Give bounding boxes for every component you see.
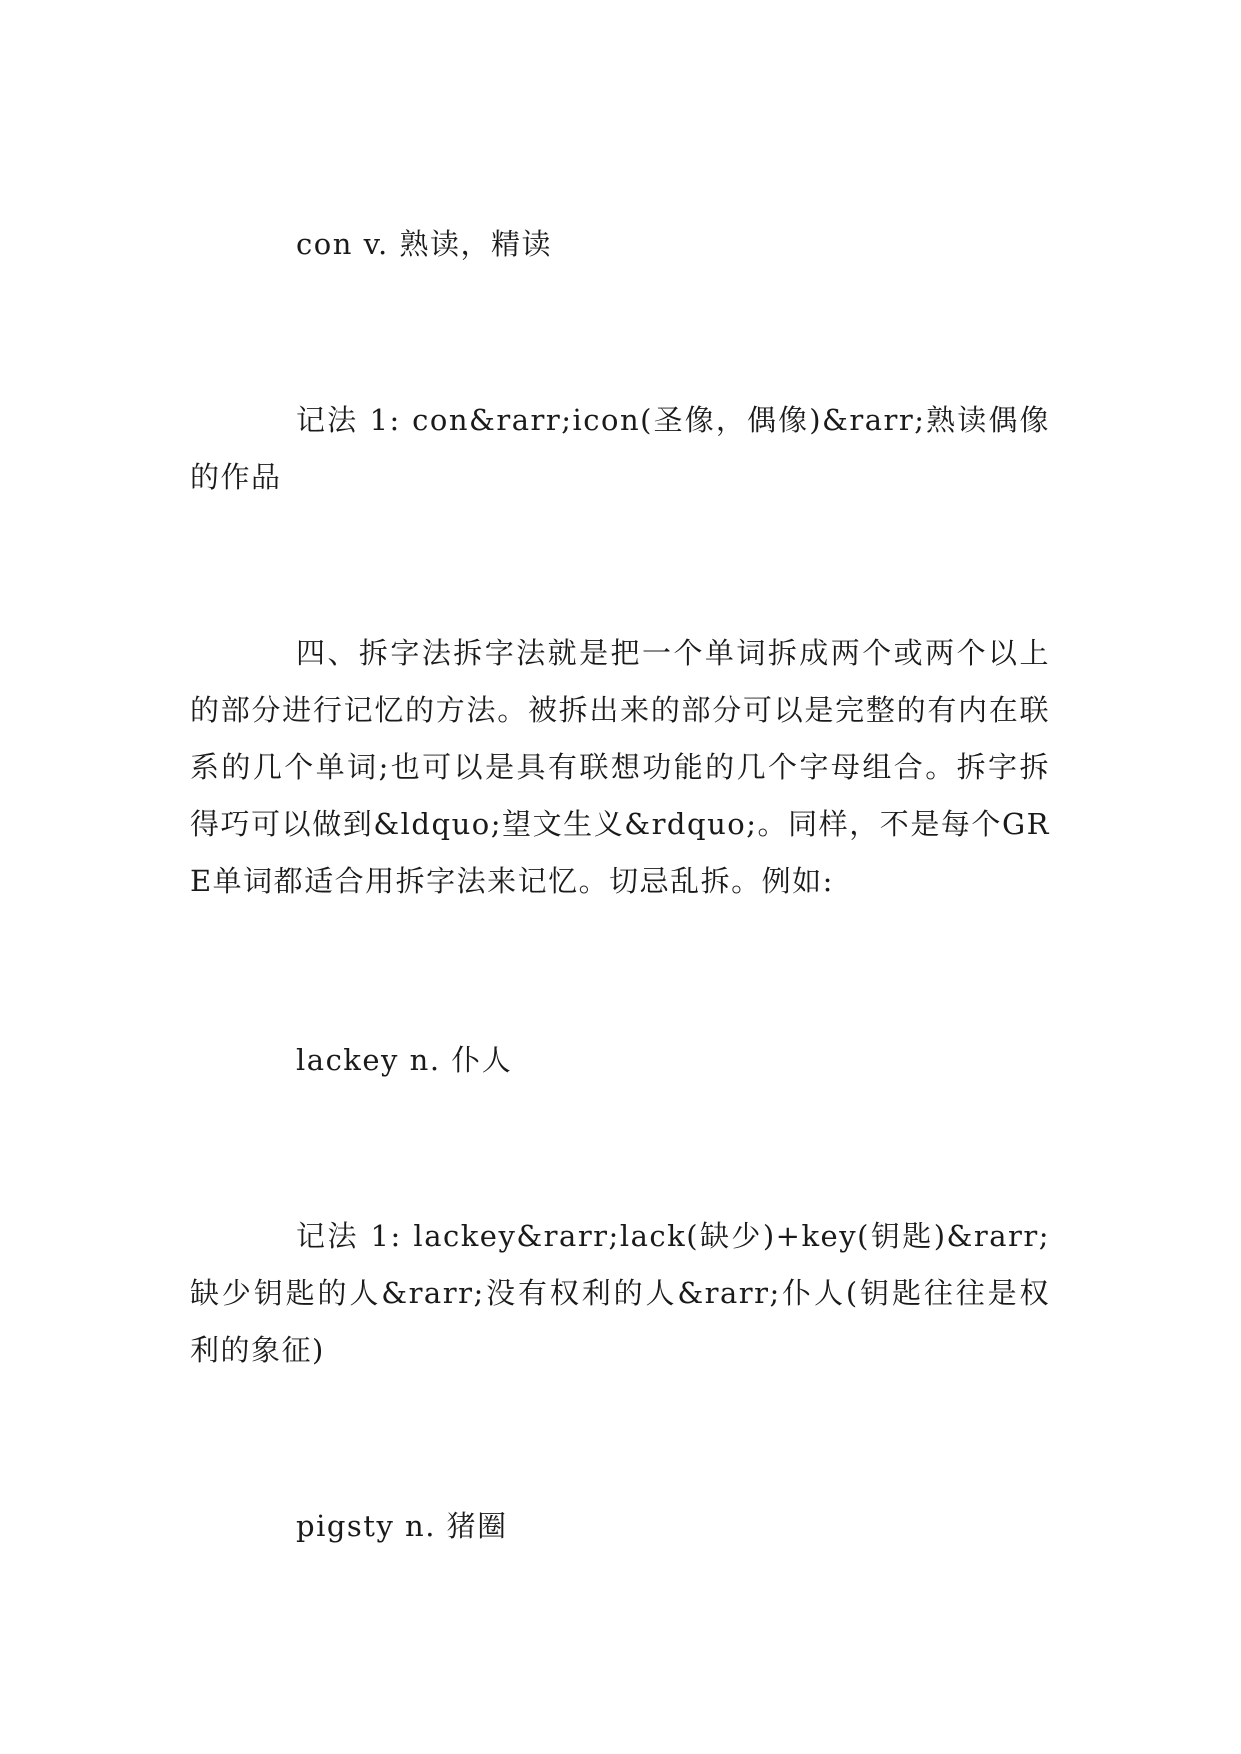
paragraph-con-mnemonic: 记法 1: con&rarr;icon(圣像，偶像)&rarr;熟读偶像的作品 bbox=[190, 403, 1050, 494]
paragraph-pigsty-definition: pigsty n. 猪圈 bbox=[296, 1509, 508, 1543]
paragraph-word-splitting-method: 四、拆字法拆字法就是把一个单词拆成两个或两个以上的部分进行记忆的方法。被拆出来的部分可以是完整的有内在联系的几个单词;也可以是具有联想功能的几个字母组合。拆字拆得巧可以做到&ldquo;望文生义&rdquo;。同样，不是每个GRE单词都适合用拆字法来记忆。切忌乱拆。例如: bbox=[190, 636, 1050, 898]
paragraph-lackey-definition: lackey n. 仆人 bbox=[296, 1043, 513, 1077]
paragraph-lackey-mnemonic: 记法 1: lackey&rarr;lack(缺少)+key(钥匙)&rarr;缺少钥匙的人&rarr;没有权利的人&rarr;仆人(钥匙往往是权利的象征) bbox=[190, 1219, 1050, 1367]
paragraph-con-definition: con v. 熟读，精读 bbox=[296, 227, 552, 261]
